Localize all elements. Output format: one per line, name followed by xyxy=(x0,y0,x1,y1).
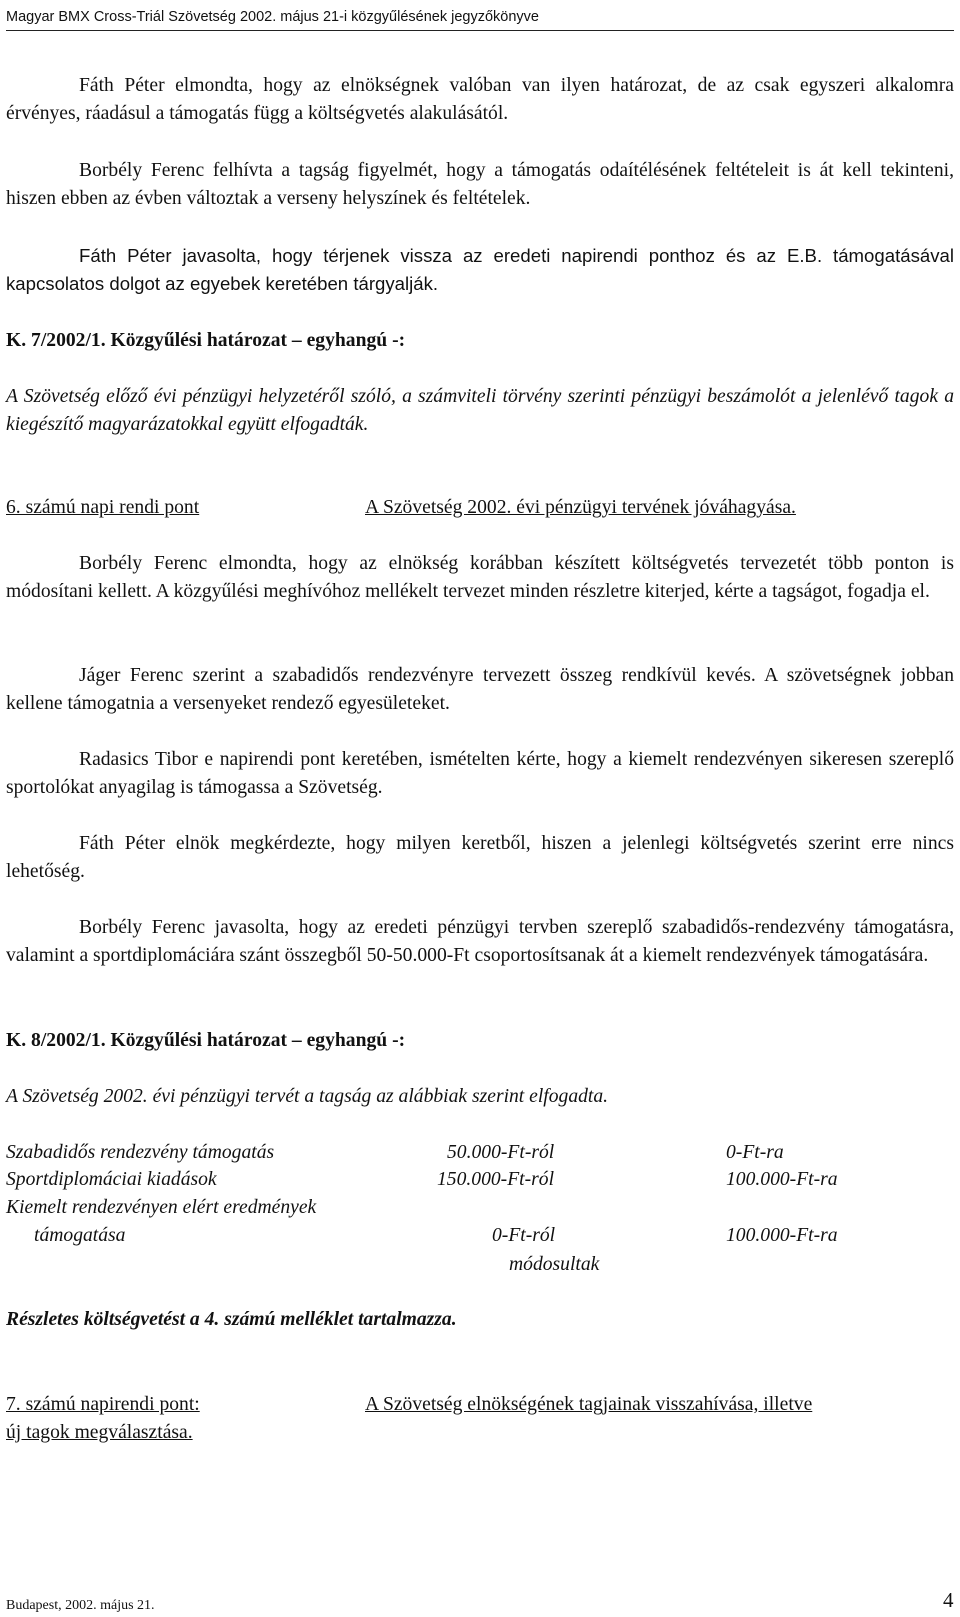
paragraph-jager: Jáger Ferenc szerint a szabadidős rendezvényre tervezett összeg rendkívül kevés. A szövetségnek jobban kellene támogatnia a versenyeket rendező egyesületeket. xyxy=(6,665,954,714)
budget-note: módosultak xyxy=(509,1254,600,1275)
paragraph-radasics: Radasics Tibor e napirendi pont keretében, ismételten kérte, hogy a kiemelt rendezvényen sikeresen szereplő sportolókat anyagilag is támogassa a Szövetség. xyxy=(6,749,954,798)
footer-place-date: Budapest, 2002. május 21. xyxy=(6,1598,155,1613)
paragraph-fath-2: Fáth Péter javasolta, hogy térjenek vissza az eredeti napirendi ponthoz és az E.B. támogatásával kapcsolatos dolgot az egyebek keretében tárgyalják. xyxy=(6,245,954,294)
agenda-6-label: 6. számú napi rendi pont xyxy=(6,497,200,518)
budget-item: Kiemelt rendezvényen elért eredmények xyxy=(6,1197,317,1218)
budget-item-cont: támogatása xyxy=(34,1225,126,1246)
resolution-8-text: A Szövetség 2002. évi pénzügyi tervét a tagság az alábbiak szerint elfogadta. xyxy=(6,1086,609,1107)
budget-item: Szabadidős rendezvény támogatás xyxy=(6,1142,275,1163)
budget-to: 0-Ft-ra xyxy=(726,1142,784,1163)
budget-to: 100.000-Ft-ra xyxy=(726,1225,838,1246)
agenda-7-label: 7. számú napirendi pont: xyxy=(6,1394,200,1415)
page-number: 4 xyxy=(943,1588,954,1612)
page-header xyxy=(6,4,954,31)
resolution-8-title: K. 8/2002/1. Közgyűlési határozat – egyhangú -: xyxy=(6,1030,406,1051)
budget-from: 0-Ft-ról xyxy=(492,1225,556,1246)
paragraph-borbely-1: Borbély Ferenc felhívta a tagság figyelmét, hogy a támogatás odaítélésének feltételeit is át kell tekinteni, hiszen ebben az évben változtak a verseny helyszínek és feltételek. xyxy=(6,160,954,209)
resolution-7-text: A Szövetség előző évi pénzügyi helyzetéről szóló, a számviteli törvény szerinti pénzügyi beszámolót a jelenlévő tagok a kiegészítő magyarázatokkal együtt elfogadták. xyxy=(6,386,954,435)
budget-to: 100.000-Ft-ra xyxy=(726,1169,838,1190)
resolution-7-title: K. 7/2002/1. Közgyűlési határozat – egyhangú -: xyxy=(6,330,406,351)
paragraph-borbely-2: Borbély Ferenc elmondta, hogy az elnökség korábban készített költségvetés tervezetét több ponton is módosítani kellett. A közgyűlési meghívóhoz mellékelt tervezet minden részletre kiterjed, kérte a tagságot, fogadja el. xyxy=(6,553,954,602)
detail-note: Részletes költségvetést a 4. számú melléklet tartalmazza. xyxy=(6,1309,457,1330)
agenda-7-title: A Szövetség elnökségének tagjainak visszahívása, illetve xyxy=(365,1394,813,1415)
agenda-6-title: A Szövetség 2002. évi pénzügyi tervének jóváhagyása. xyxy=(365,497,796,518)
agenda-7-title-cont: új tagok megválasztása. xyxy=(6,1422,193,1443)
paragraph-borbely-3: Borbély Ferenc javasolta, hogy az eredeti pénzügyi tervben szereplő szabadidős-rendezvény támogatásra, valamint a sportdiplomáciára szánt összegből 50-50.000-Ft csoportosítsanak át a kiemelt rendezvények támogatására. xyxy=(6,917,954,966)
budget-item: Sportdiplomáciai kiadások xyxy=(6,1169,217,1190)
budget-from: 150.000-Ft-ról xyxy=(437,1169,555,1190)
header-title: Magyar BMX Cross-Triál Szövetség 2002. május 21-i közgyűlésének jegyzőkönyve xyxy=(6,9,539,25)
paragraph-fath-3: Fáth Péter elnök megkérdezte, hogy milyen keretből, hiszen a jelenlegi költségvetés szerint erre nincs lehetőség. xyxy=(6,833,954,882)
paragraph-fath-1: Fáth Péter elmondta, hogy az elnökségnek valóban van ilyen határozat, de az csak egyszeri alkalomra érvényes, ráadásul a támogatás függ a költségvetés alakulásától. xyxy=(6,75,954,124)
budget-from: 50.000-Ft-ról xyxy=(447,1142,555,1163)
